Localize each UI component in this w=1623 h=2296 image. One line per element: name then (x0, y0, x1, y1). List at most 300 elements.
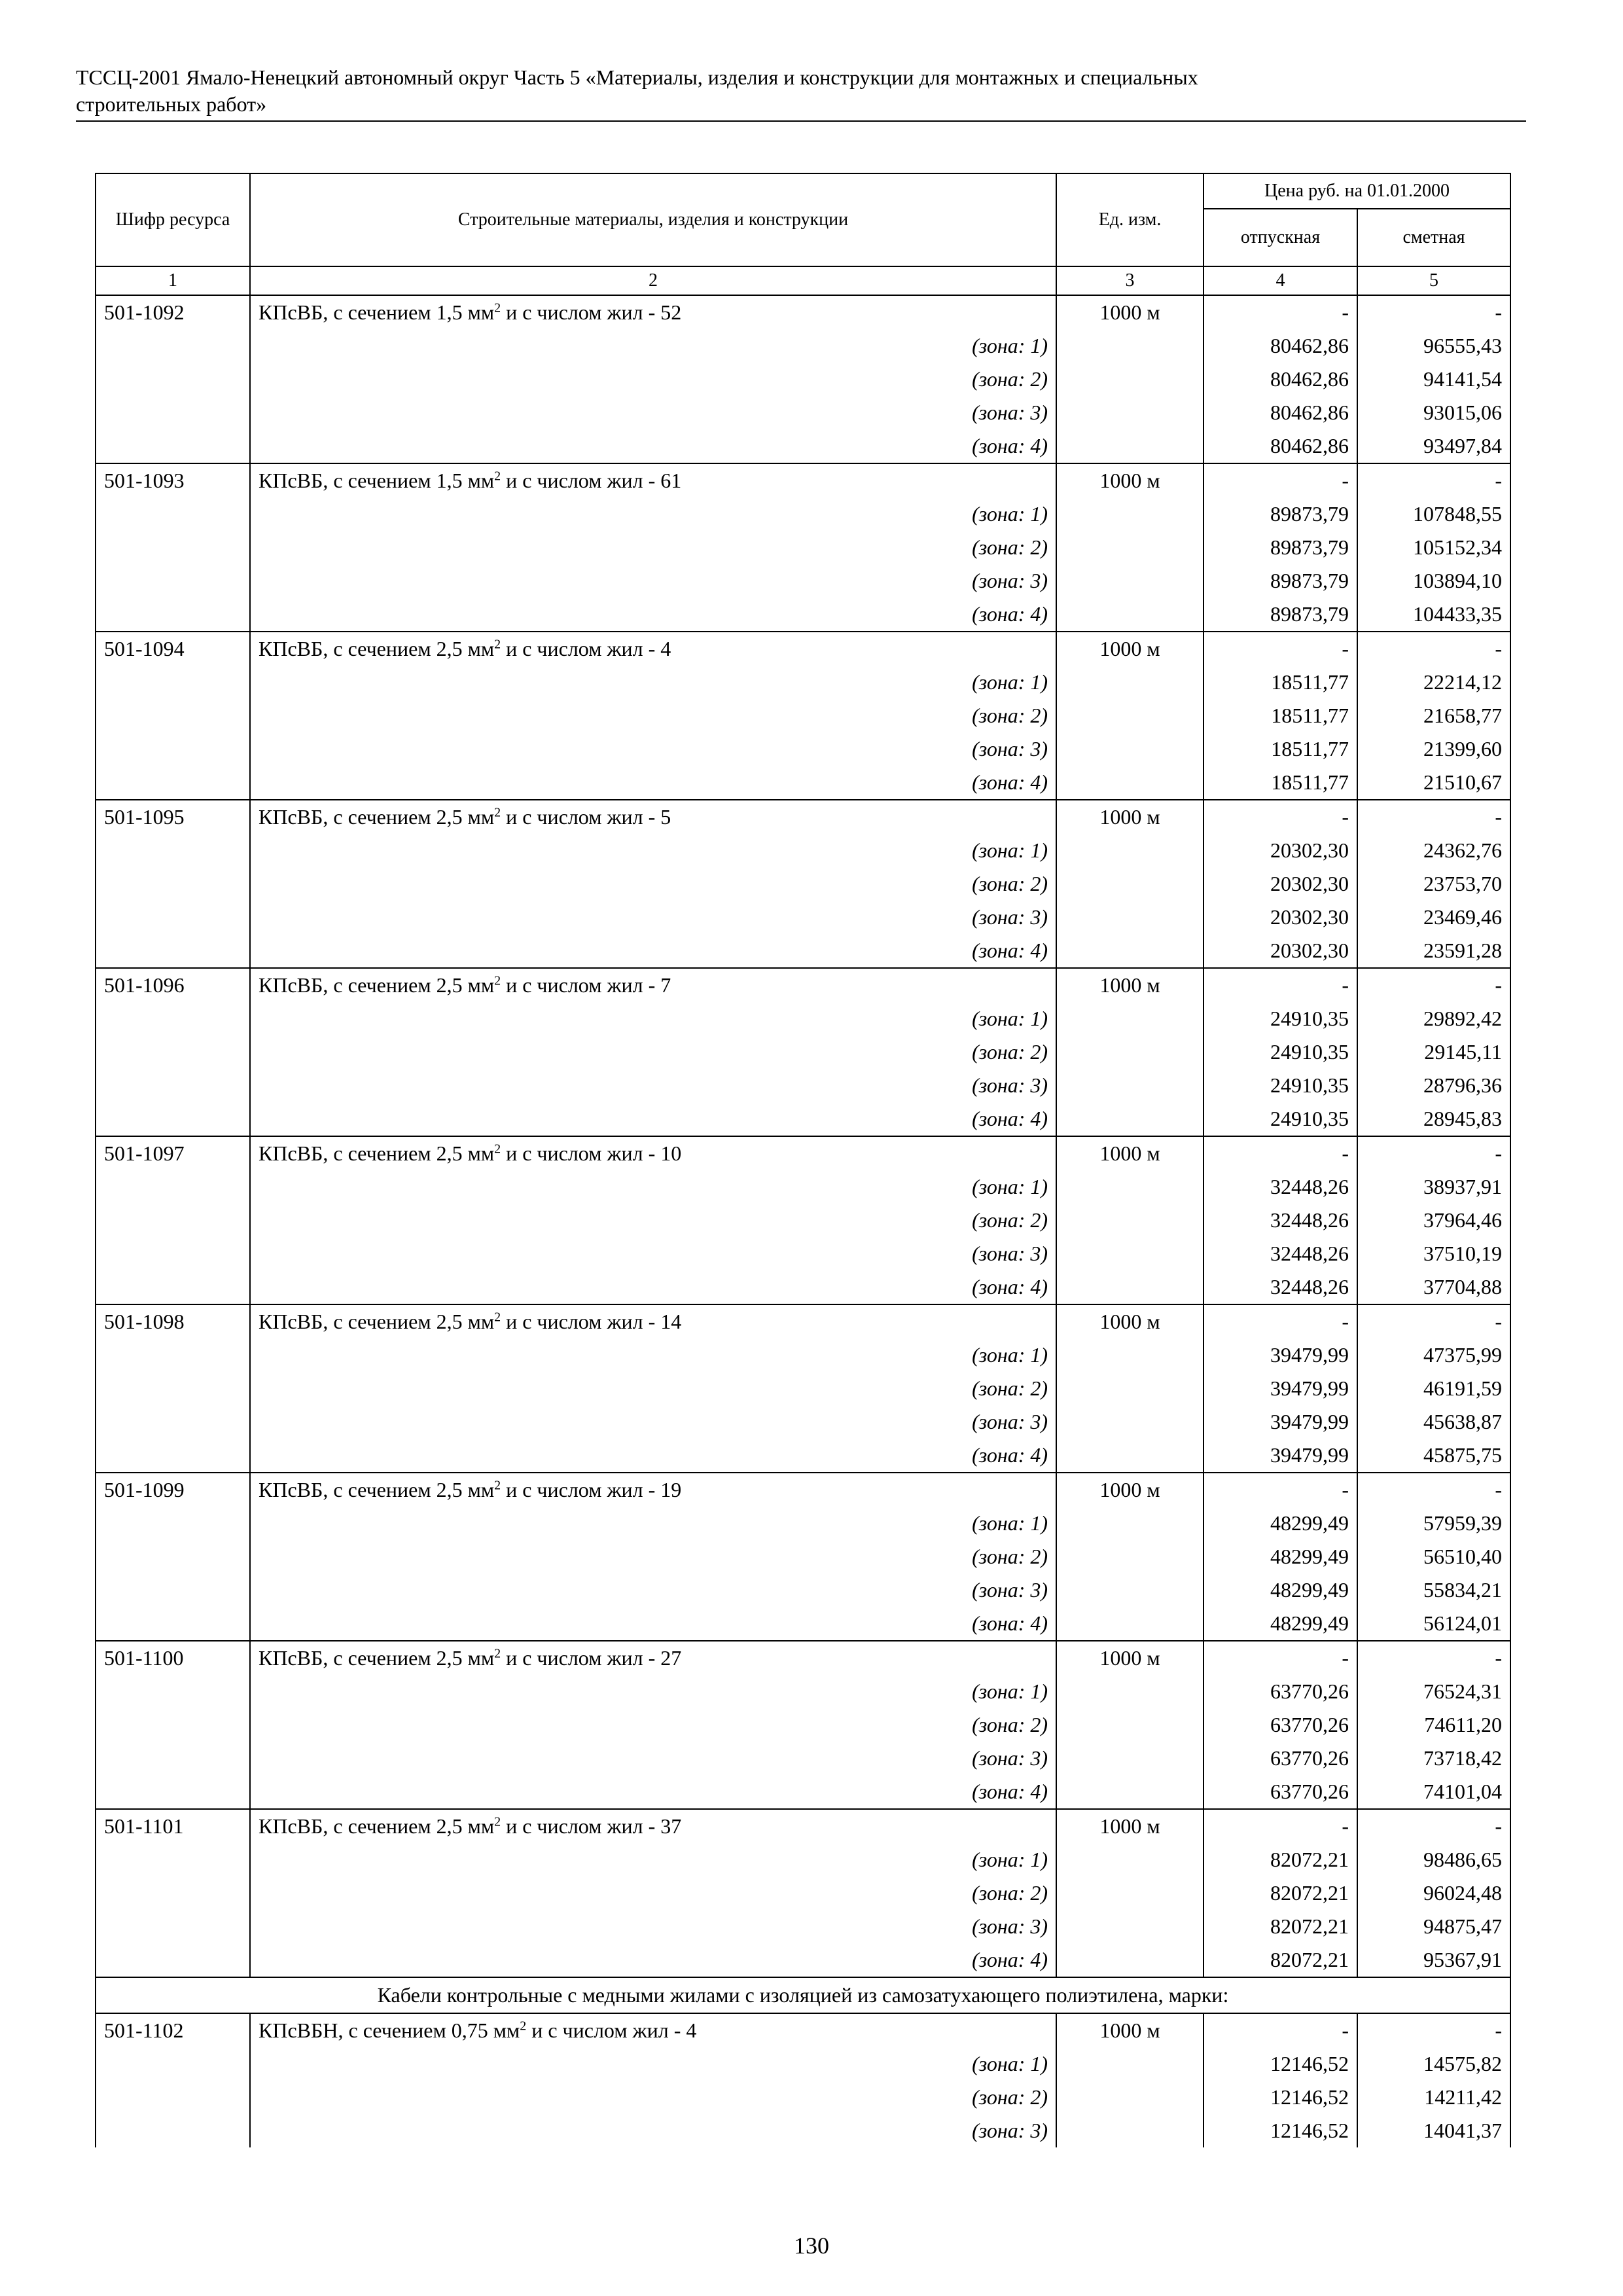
zone-label: (зона: 1) (250, 1338, 1056, 1372)
zone-label: (зона: 3) (250, 564, 1056, 598)
zone-label: (зона: 3) (250, 732, 1056, 766)
empty-cell (1056, 1607, 1204, 1641)
zone-row (96, 1405, 1510, 1439)
resource-group (96, 1641, 1510, 1809)
resource-code: 501-1101 (96, 1809, 250, 1843)
empty-cell (1056, 1708, 1204, 1742)
unit-cell: 1000 м (1056, 1473, 1204, 1507)
wholesale-price: 63770,26 (1204, 1708, 1357, 1742)
resource-name (250, 632, 1056, 666)
empty-cell (96, 1507, 250, 1540)
estimate-price: - (1357, 295, 1510, 329)
empty-cell (1056, 1069, 1204, 1102)
resource-name-text: КПсВБ, с сечением 2,5 мм (259, 805, 495, 829)
empty-cell (1056, 531, 1204, 564)
zone-row (96, 1338, 1510, 1372)
wholesale-price: 39479,99 (1204, 1439, 1357, 1473)
empty-cell (1056, 901, 1204, 934)
wholesale-price: 80462,86 (1204, 396, 1357, 429)
empty-cell (1056, 497, 1204, 531)
wholesale-price: 82072,21 (1204, 1843, 1357, 1876)
estimate-price: - (1357, 800, 1510, 834)
unit-cell: 1000 м (1056, 2013, 1204, 2047)
resource-name-suffix: и с числом жил - 19 (501, 1478, 682, 1501)
resource-name-suffix: и с числом жил - 4 (501, 637, 671, 660)
empty-cell (96, 2047, 250, 2081)
estimate-price: 29145,11 (1357, 1035, 1510, 1069)
zone-row (96, 1069, 1510, 1102)
wholesale-price: - (1204, 1809, 1357, 1843)
zone-label: (зона: 4) (250, 766, 1056, 800)
unit-exponent: 2 (494, 469, 501, 484)
zone-label: (зона: 2) (250, 2081, 1056, 2114)
empty-cell (96, 1237, 250, 1270)
estimate-price: - (1357, 632, 1510, 666)
zone-label: (зона: 3) (250, 1910, 1056, 1943)
wholesale-price: 63770,26 (1204, 1775, 1357, 1809)
estimate-price: 96024,48 (1357, 1876, 1510, 1910)
estimate-price: 14211,42 (1357, 2081, 1510, 2114)
zone-row (96, 1573, 1510, 1607)
zone-label: (зона: 2) (250, 699, 1056, 732)
column-header-wholesale: отпускная (1204, 209, 1357, 266)
empty-cell (96, 1439, 250, 1473)
empty-cell (96, 429, 250, 463)
empty-cell (96, 1069, 250, 1102)
zone-label: (зона: 4) (250, 1439, 1056, 1473)
zone-row (96, 531, 1510, 564)
resource-group (96, 1304, 1510, 1473)
empty-cell (1056, 1742, 1204, 1775)
resource-name-suffix: и с числом жил - 14 (501, 1310, 682, 1333)
resource-code: 501-1099 (96, 1473, 250, 1507)
column-header-estimate: сметная (1357, 209, 1510, 266)
zone-label: (зона: 1) (250, 1843, 1056, 1876)
estimate-price: - (1357, 1304, 1510, 1338)
unit-exponent: 2 (494, 1646, 501, 1661)
empty-cell (1056, 867, 1204, 901)
zone-label: (зона: 1) (250, 329, 1056, 363)
resource-name-text: КПсВБ, с сечением 1,5 мм (259, 469, 495, 492)
resource-name (250, 1304, 1056, 1338)
unit-cell: 1000 м (1056, 968, 1204, 1002)
estimate-price: - (1357, 1641, 1510, 1675)
estimate-price: 21399,60 (1357, 732, 1510, 766)
empty-cell (96, 1270, 250, 1304)
zone-label: (зона: 3) (250, 1573, 1056, 1607)
wholesale-price: 18511,77 (1204, 666, 1357, 699)
empty-cell (1056, 1943, 1204, 1977)
estimate-price: 105152,34 (1357, 531, 1510, 564)
wholesale-price: 20302,30 (1204, 867, 1357, 901)
resource-row (96, 1809, 1510, 1843)
zone-label: (зона: 2) (250, 1035, 1056, 1069)
zone-label: (зона: 3) (250, 396, 1056, 429)
wholesale-price: 89873,79 (1204, 531, 1357, 564)
empty-cell (96, 934, 250, 968)
wholesale-price: - (1204, 295, 1357, 329)
estimate-price: 76524,31 (1357, 1675, 1510, 1708)
resource-name-text: КПсВБ, с сечением 2,5 мм (259, 1141, 495, 1165)
estimate-price: 93015,06 (1357, 396, 1510, 429)
unit-cell: 1000 м (1056, 295, 1204, 329)
unit-exponent: 2 (494, 1141, 501, 1157)
resource-row (96, 1136, 1510, 1170)
empty-cell (96, 1775, 250, 1809)
wholesale-price: 12146,52 (1204, 2114, 1357, 2147)
zone-row (96, 598, 1510, 632)
section-group (96, 1977, 1510, 2013)
resource-name-suffix: и с числом жил - 4 (526, 2018, 697, 2042)
empty-cell (1056, 1204, 1204, 1237)
zone-row (96, 666, 1510, 699)
zone-label: (зона: 3) (250, 901, 1056, 934)
wholesale-price: 39479,99 (1204, 1405, 1357, 1439)
wholesale-price: 39479,99 (1204, 1372, 1357, 1405)
zone-row (96, 1742, 1510, 1775)
wholesale-price: - (1204, 632, 1357, 666)
estimate-price: 21510,67 (1357, 766, 1510, 800)
empty-cell (1056, 1035, 1204, 1069)
unit-exponent: 2 (494, 1310, 501, 1325)
resource-group (96, 800, 1510, 968)
wholesale-price: 80462,86 (1204, 363, 1357, 396)
empty-cell (96, 1035, 250, 1069)
zone-row (96, 1507, 1510, 1540)
wholesale-price: 24910,35 (1204, 1002, 1357, 1035)
zone-row (96, 329, 1510, 363)
empty-cell (96, 2114, 250, 2147)
empty-cell (1056, 363, 1204, 396)
column-number-row (96, 266, 1510, 295)
resource-group (96, 295, 1510, 463)
estimate-price: 37704,88 (1357, 1270, 1510, 1304)
empty-cell (1056, 834, 1204, 867)
zone-label: (зона: 3) (250, 1742, 1056, 1775)
empty-cell (96, 1742, 250, 1775)
empty-cell (96, 329, 250, 363)
empty-cell (1056, 1843, 1204, 1876)
wholesale-price: 18511,77 (1204, 699, 1357, 732)
resource-name-text: КПсВБ, с сечением 2,5 мм (259, 973, 495, 997)
estimate-price: - (1357, 968, 1510, 1002)
estimate-price: 14575,82 (1357, 2047, 1510, 2081)
resource-name (250, 800, 1056, 834)
empty-cell (1056, 1910, 1204, 1943)
resource-name (250, 1641, 1056, 1675)
wholesale-price: - (1204, 1136, 1357, 1170)
resource-name (250, 2013, 1056, 2047)
zone-row (96, 429, 1510, 463)
estimate-price: 37964,46 (1357, 1204, 1510, 1237)
empty-cell (96, 834, 250, 867)
resource-row (96, 2013, 1510, 2047)
wholesale-price: 89873,79 (1204, 564, 1357, 598)
estimate-price: 14041,37 (1357, 2114, 1510, 2147)
zone-row (96, 1237, 1510, 1270)
empty-cell (96, 1170, 250, 1204)
zone-label: (зона: 4) (250, 1943, 1056, 1977)
empty-cell (1056, 2047, 1204, 2081)
estimate-price: 107848,55 (1357, 497, 1510, 531)
zone-row (96, 834, 1510, 867)
unit-cell: 1000 м (1056, 1136, 1204, 1170)
wholesale-price: - (1204, 968, 1357, 1002)
column-header-code (96, 173, 250, 266)
estimate-price: 57959,39 (1357, 1507, 1510, 1540)
empty-cell (96, 363, 250, 396)
empty-cell (1056, 666, 1204, 699)
empty-cell (96, 598, 250, 632)
estimate-price: 55834,21 (1357, 1573, 1510, 1607)
empty-cell (1056, 1372, 1204, 1405)
zone-label: (зона: 2) (250, 363, 1056, 396)
estimate-price: 74101,04 (1357, 1775, 1510, 1809)
empty-cell (96, 1876, 250, 1910)
resource-name-suffix: и с числом жил - 5 (501, 805, 671, 829)
empty-cell (1056, 598, 1204, 632)
unit-exponent: 2 (494, 1814, 501, 1829)
estimate-price: 23469,46 (1357, 901, 1510, 934)
resource-row (96, 632, 1510, 666)
resource-name-text: КПсВБ, с сечением 2,5 мм (259, 1310, 495, 1333)
resource-name-text: КПсВБ, с сечением 2,5 мм (259, 1814, 495, 1838)
wholesale-price: 48299,49 (1204, 1540, 1357, 1573)
empty-cell (96, 766, 250, 800)
zone-label: (зона: 2) (250, 531, 1056, 564)
zone-label: (зона: 3) (250, 1237, 1056, 1270)
section-heading: Кабели контрольные с медными жилами с изоляцией из самозатухающего полиэтилена, марки: (96, 1977, 1510, 2013)
estimate-price: 73718,42 (1357, 1742, 1510, 1775)
unit-exponent: 2 (494, 637, 501, 652)
zone-row (96, 1910, 1510, 1943)
zone-label: (зона: 2) (250, 867, 1056, 901)
estimate-price: 47375,99 (1357, 1338, 1510, 1372)
empty-cell (1056, 766, 1204, 800)
empty-cell (1056, 2081, 1204, 2114)
estimate-price: 94141,54 (1357, 363, 1510, 396)
wholesale-price: 48299,49 (1204, 1607, 1357, 1641)
wholesale-price: 82072,21 (1204, 1943, 1357, 1977)
zone-label: (зона: 4) (250, 429, 1056, 463)
empty-cell (1056, 1507, 1204, 1540)
resource-code: 501-1092 (96, 295, 250, 329)
wholesale-price: 89873,79 (1204, 598, 1357, 632)
zone-row (96, 766, 1510, 800)
zone-row (96, 1439, 1510, 1473)
estimate-price: 56124,01 (1357, 1607, 1510, 1641)
wholesale-price: 63770,26 (1204, 1742, 1357, 1775)
estimate-price: 103894,10 (1357, 564, 1510, 598)
estimate-price: 94875,47 (1357, 1910, 1510, 1943)
estimate-price: 93497,84 (1357, 429, 1510, 463)
table-header (96, 173, 1510, 295)
zone-row (96, 1270, 1510, 1304)
zone-row (96, 1372, 1510, 1405)
wholesale-price: 89873,79 (1204, 497, 1357, 531)
empty-cell (1056, 1237, 1204, 1270)
zone-label: (зона: 4) (250, 1270, 1056, 1304)
resource-name (250, 463, 1056, 497)
empty-cell (96, 732, 250, 766)
unit-exponent: 2 (494, 300, 501, 315)
estimate-price: 104433,35 (1357, 598, 1510, 632)
resource-code: 501-1093 (96, 463, 250, 497)
wholesale-price: - (1204, 463, 1357, 497)
empty-cell (96, 2081, 250, 2114)
zone-row (96, 934, 1510, 968)
empty-cell (96, 1405, 250, 1439)
column-header-code-text: Шифр ресурса (115, 209, 230, 230)
empty-cell (1056, 1338, 1204, 1372)
zone-label: (зона: 3) (250, 2114, 1056, 2147)
column-number: 4 (1204, 266, 1357, 295)
estimate-price: 28796,36 (1357, 1069, 1510, 1102)
wholesale-price: 18511,77 (1204, 732, 1357, 766)
empty-cell (96, 396, 250, 429)
wholesale-price: 48299,49 (1204, 1573, 1357, 1607)
zone-label: (зона: 1) (250, 834, 1056, 867)
zone-label: (зона: 2) (250, 1372, 1056, 1405)
empty-cell (96, 867, 250, 901)
estimate-price: 45638,87 (1357, 1405, 1510, 1439)
resource-group (96, 1809, 1510, 1977)
estimate-price: 38937,91 (1357, 1170, 1510, 1204)
empty-cell (1056, 329, 1204, 363)
resource-code: 501-1094 (96, 632, 250, 666)
zone-row (96, 867, 1510, 901)
zone-row (96, 2047, 1510, 2081)
resource-row (96, 463, 1510, 497)
estimate-price: 45875,75 (1357, 1439, 1510, 1473)
wholesale-price: 32448,26 (1204, 1270, 1357, 1304)
zone-label: (зона: 4) (250, 1607, 1056, 1641)
resource-name-suffix: и с числом жил - 27 (501, 1646, 682, 1670)
zone-row (96, 1204, 1510, 1237)
zone-row (96, 564, 1510, 598)
zone-label: (зона: 1) (250, 1675, 1056, 1708)
empty-cell (1056, 1270, 1204, 1304)
zone-row (96, 396, 1510, 429)
wholesale-price: 32448,26 (1204, 1204, 1357, 1237)
section-heading-row (96, 1977, 1510, 2013)
wholesale-price: 82072,21 (1204, 1876, 1357, 1910)
empty-cell (1056, 1002, 1204, 1035)
estimate-price: - (1357, 463, 1510, 497)
column-header-name: Строительные материалы, изделия и конструкции (250, 173, 1056, 266)
column-number: 3 (1056, 266, 1204, 295)
zone-row (96, 1708, 1510, 1742)
wholesale-price: 12146,52 (1204, 2047, 1357, 2081)
unit-exponent: 2 (520, 2018, 527, 2034)
resource-name-text: КПсВБ, с сечением 2,5 мм (259, 1646, 495, 1670)
zone-label: (зона: 1) (250, 1170, 1056, 1204)
resource-group (96, 1136, 1510, 1304)
unit-cell: 1000 м (1056, 463, 1204, 497)
resource-name-suffix: и с числом жил - 61 (501, 469, 682, 492)
resource-code: 501-1095 (96, 800, 250, 834)
wholesale-price: 39479,99 (1204, 1338, 1357, 1372)
zone-label: (зона: 4) (250, 934, 1056, 968)
wholesale-price: 20302,30 (1204, 901, 1357, 934)
unit-cell: 1000 м (1056, 800, 1204, 834)
resource-group (96, 632, 1510, 800)
empty-cell (96, 901, 250, 934)
unit-exponent: 2 (494, 973, 501, 988)
zone-label: (зона: 3) (250, 1405, 1056, 1439)
empty-cell (1056, 1675, 1204, 1708)
estimate-price: 23591,28 (1357, 934, 1510, 968)
empty-cell (96, 1607, 250, 1641)
page-number: 130 (794, 2233, 829, 2259)
column-number: 1 (96, 266, 250, 295)
empty-cell (1056, 2114, 1204, 2147)
unit-exponent: 2 (494, 1478, 501, 1493)
resource-code: 501-1098 (96, 1304, 250, 1338)
resource-name (250, 295, 1056, 329)
estimate-price: 22214,12 (1357, 666, 1510, 699)
empty-cell (96, 1943, 250, 1977)
wholesale-price: 20302,30 (1204, 834, 1357, 867)
empty-cell (96, 1843, 250, 1876)
unit-cell: 1000 м (1056, 632, 1204, 666)
estimate-price: 95367,91 (1357, 1943, 1510, 1977)
empty-cell (1056, 396, 1204, 429)
column-number: 5 (1357, 266, 1510, 295)
empty-cell (1056, 1102, 1204, 1136)
empty-cell (1056, 564, 1204, 598)
zone-row (96, 2114, 1510, 2147)
empty-cell (1056, 429, 1204, 463)
zone-row (96, 1035, 1510, 1069)
wholesale-price: 32448,26 (1204, 1237, 1357, 1270)
resource-row (96, 1641, 1510, 1675)
zone-label: (зона: 2) (250, 1540, 1056, 1573)
zone-row (96, 1876, 1510, 1910)
zone-row (96, 497, 1510, 531)
resource-name-suffix: и с числом жил - 37 (501, 1814, 682, 1838)
empty-cell (96, 531, 250, 564)
wholesale-price: 63770,26 (1204, 1675, 1357, 1708)
estimate-price: 23753,70 (1357, 867, 1510, 901)
zone-label: (зона: 1) (250, 1002, 1056, 1035)
resource-name-text: КПсВБН, с сечением 0,75 мм (259, 2018, 520, 2042)
zone-row (96, 1170, 1510, 1204)
resource-group (96, 1473, 1510, 1641)
estimate-price: - (1357, 1809, 1510, 1843)
zone-label: (зона: 1) (250, 666, 1056, 699)
empty-cell (96, 1675, 250, 1708)
resource-group (96, 463, 1510, 632)
estimate-price: 74611,20 (1357, 1708, 1510, 1742)
resource-code: 501-1100 (96, 1641, 250, 1675)
unit-exponent: 2 (494, 805, 501, 820)
empty-cell (1056, 1540, 1204, 1573)
zone-row (96, 699, 1510, 732)
resource-name (250, 1473, 1056, 1507)
zone-row (96, 1675, 1510, 1708)
estimate-price: - (1357, 1136, 1510, 1170)
estimate-price: - (1357, 1473, 1510, 1507)
resource-row (96, 968, 1510, 1002)
resource-name-suffix: и с числом жил - 7 (501, 973, 671, 997)
resource-row (96, 295, 1510, 329)
empty-cell (1056, 732, 1204, 766)
empty-cell (96, 666, 250, 699)
wholesale-price: 12146,52 (1204, 2081, 1357, 2114)
unit-cell: 1000 м (1056, 1641, 1204, 1675)
empty-cell (1056, 1439, 1204, 1473)
